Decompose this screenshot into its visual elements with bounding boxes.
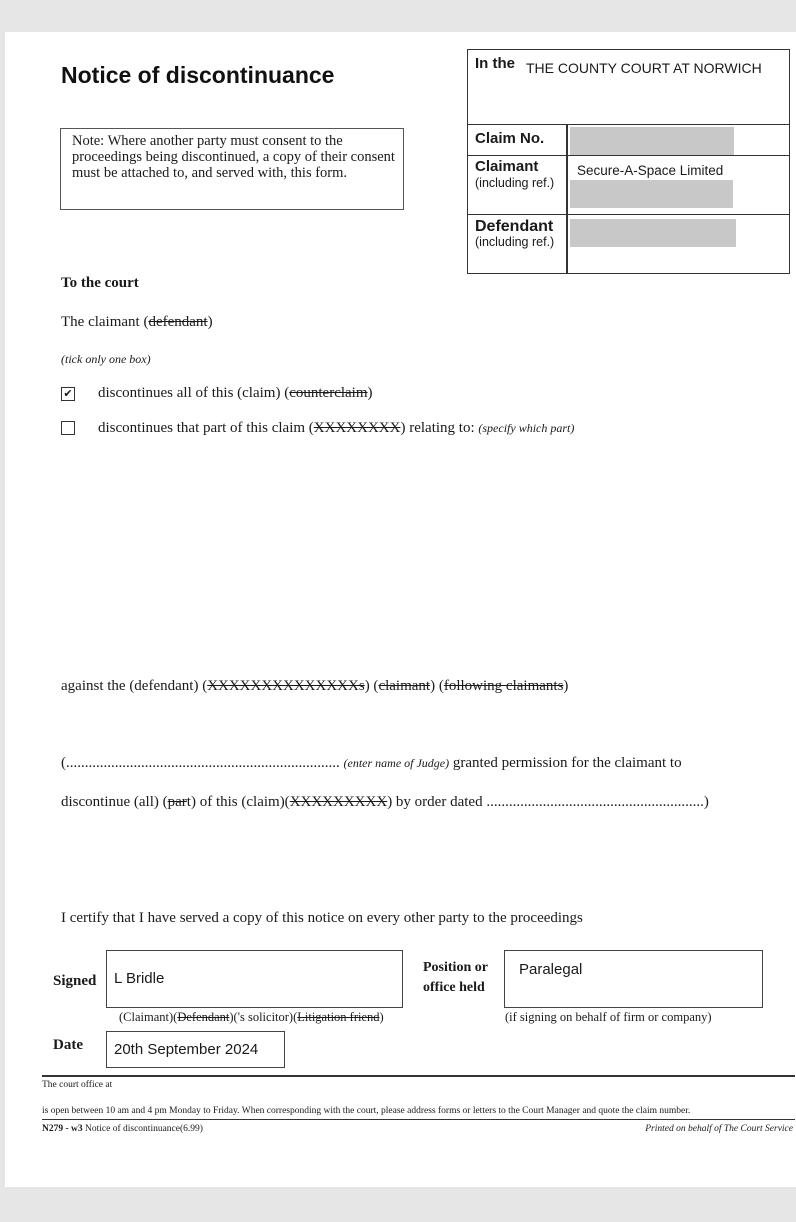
against-end: )	[563, 678, 569, 694]
defendant-row	[468, 214, 789, 274]
defendant-sub-label: (including ref.)	[475, 235, 555, 249]
footer-rule-top	[42, 1075, 795, 1077]
judge-line	[61, 755, 682, 772]
permission-end: ) by order dated ..........................................................)	[387, 794, 709, 810]
against-line	[61, 678, 568, 695]
office-hours: is open between 10 am and 4 pm Monday to Friday. When corresponding with the court, please address forms or letters to the Court Manager and quote the claim number.	[42, 1106, 691, 1116]
position-caption: (if signing on behalf of firm or company)	[505, 1010, 712, 1024]
against-prefix: against the (defendant) (	[61, 678, 208, 694]
claimant-label: Claimant	[475, 158, 539, 175]
option-part-hint: (specify which part)	[478, 421, 575, 435]
form-page	[5, 32, 796, 1187]
claimant-row	[468, 155, 789, 215]
form-name: Notice of discontinuance(6.99)	[82, 1124, 203, 1134]
option-all-struck: counterclaim	[289, 385, 368, 401]
judge-line-dots: (.........................................................................	[61, 755, 340, 771]
against-struck-2: claimant	[378, 678, 431, 694]
discontinue-all-checkbox[interactable]: ✔	[61, 387, 75, 401]
claimant-sub-label: (including ref.)	[475, 176, 555, 190]
court-office-at: The court office at	[42, 1080, 113, 1090]
judge-line-end: granted permission for the claimant to	[452, 755, 682, 771]
form-code: N279 - w3	[42, 1124, 83, 1134]
permission-prefix: discontinue (all) (	[61, 794, 168, 810]
signed-field[interactable]: L Bridle	[106, 950, 403, 1008]
option-all-end: )	[367, 385, 373, 401]
in-the-label: In the	[475, 55, 515, 72]
claimant-value: Secure-A-Space Limited	[577, 163, 724, 178]
judge-hint: (enter name of Judge)	[343, 756, 450, 770]
option-all-prefix: discontinues all of this (claim) (	[98, 385, 290, 401]
option-all-text	[98, 385, 373, 402]
signed-caption-mid: )('s solicitor)(	[229, 1010, 298, 1024]
footer-rule-bottom	[42, 1119, 795, 1120]
permission-struck-2: XXXXXXXXX	[289, 794, 388, 810]
claimant-line-suffix: )	[207, 314, 213, 330]
position-label-line-2: office held	[423, 980, 485, 995]
signed-label: Signed	[53, 973, 97, 989]
against-struck-1: XXXXXXXXXXXXXXs	[207, 678, 365, 694]
form-reference	[42, 1124, 203, 1134]
claimant-line-prefix: The claimant (	[61, 314, 149, 330]
claim-no-label: Claim No.	[475, 130, 545, 147]
signed-caption-strike-1: Defendant	[177, 1010, 230, 1024]
claim-no-row	[468, 124, 789, 156]
tick-note: (tick only one box)	[61, 352, 151, 366]
defendant-redacted	[570, 219, 736, 247]
option-part-end: ) relating to:	[400, 420, 479, 436]
claim-no-redacted	[570, 127, 734, 155]
position-label-line-1: Position or	[423, 960, 488, 975]
position-label	[423, 958, 488, 998]
certify-statement: I certify that I have served a copy of this notice on every other party to the proceedings	[61, 910, 583, 926]
signed-caption	[119, 1010, 384, 1025]
discontinue-part-checkbox[interactable]	[61, 421, 75, 435]
court-details-box	[467, 49, 790, 274]
printed-by: Printed on behalf of The Court Service	[645, 1124, 793, 1134]
position-field[interactable]: Paralegal	[504, 950, 763, 1008]
form-title: Notice of discontinuance	[61, 62, 335, 88]
date-field[interactable]: 20th September 2024	[106, 1031, 285, 1068]
to-court-heading: To the court	[61, 275, 139, 291]
claimant-line	[61, 314, 213, 331]
court-name: THE COUNTY COURT AT NORWICH	[526, 60, 762, 76]
date-label: Date	[53, 1037, 83, 1053]
signed-caption-end: )	[379, 1010, 384, 1024]
consent-note: Note: Where another party must consent to the proceedings being discontinued, a copy of their consent must be attached to, and served with, this form.	[60, 128, 404, 210]
against-struck-3: following claimants	[443, 678, 564, 694]
permission-line	[61, 794, 709, 811]
claimant-line-struck: defendant	[148, 314, 208, 330]
against-mid: ) (	[364, 678, 379, 694]
option-part-struck: XXXXXXXX	[313, 420, 401, 436]
signed-caption-strike-2: Litigation friend	[297, 1010, 380, 1024]
claimant-ref-redacted	[570, 180, 733, 208]
permission-struck-1: par	[167, 794, 187, 810]
against-mid-2: ) (	[430, 678, 444, 694]
defendant-label: Defendant	[475, 218, 554, 235]
option-part-text	[98, 420, 574, 437]
permission-mid: t) of this (claim)(	[186, 794, 290, 810]
option-part-prefix: discontinues that part of this claim (	[98, 420, 314, 436]
signed-caption-pre: (Claimant)(	[119, 1010, 178, 1024]
